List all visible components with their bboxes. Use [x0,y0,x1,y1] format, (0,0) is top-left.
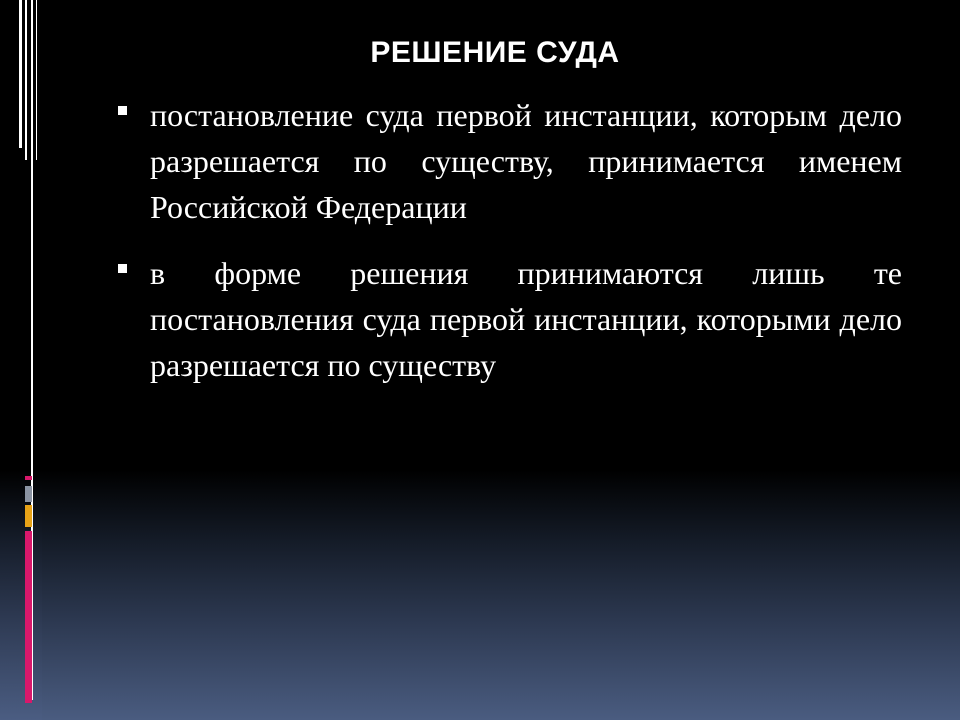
decor-line [19,0,22,148]
bullet-list [112,92,902,408]
left-decorative-band [0,0,42,720]
bullet-item [112,250,902,388]
accent-bar-gold [25,505,32,527]
square-bullet-icon [118,106,127,115]
bullet-text: постановление суда первой инстанции, которым дело разрешается по существу, принимается именем Российской Федерации [150,97,902,225]
accent-bar-pink [25,531,32,703]
bullet-text: в форме решения принимаются лишь те постановления суда первой инстанции, которыми дело разрешается по существу [150,255,902,383]
accent-bar-gray [25,486,32,502]
bullet-item [112,92,902,230]
square-bullet-icon [118,264,127,273]
decor-line [36,0,37,160]
slide-title: РЕШЕНИЕ СУДА [370,36,620,69]
decor-line [25,0,27,160]
accent-bar-pink-small [25,476,32,480]
